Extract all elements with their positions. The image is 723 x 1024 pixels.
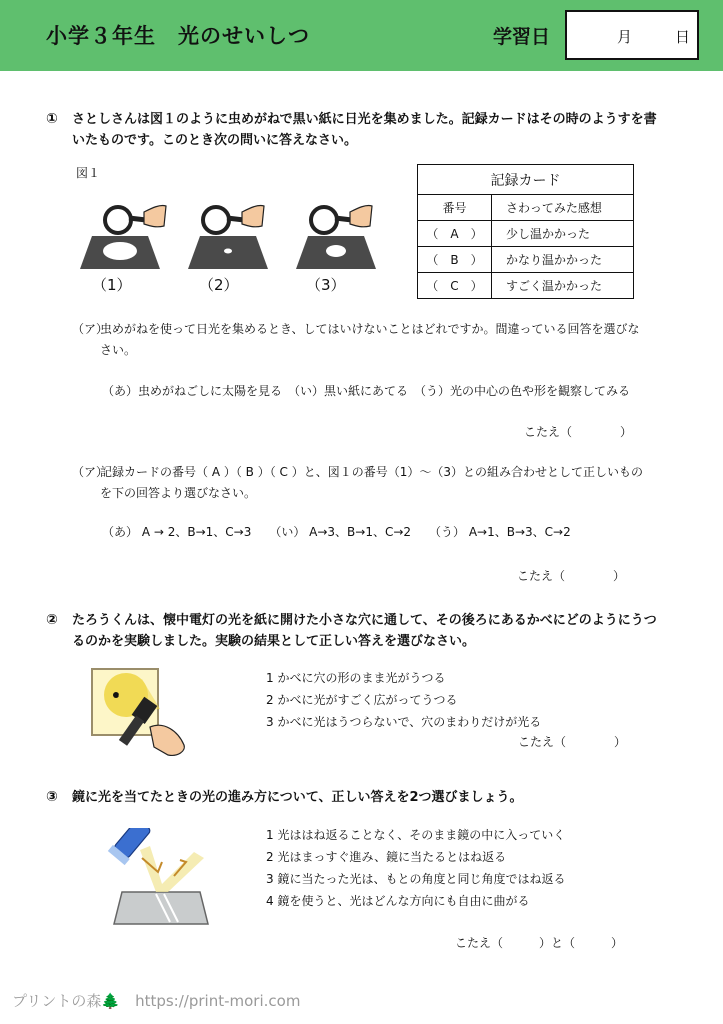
q2-question: たろうくんは、懐中電灯の光を紙に開けた小さな穴に通して、その後ろにあるかべにどのようにうつるのかを実験しました。実験の結果として正しい答えを選びなさい。 xyxy=(72,613,657,649)
month-label: 月 xyxy=(617,28,633,46)
q2-answer-field[interactable]: こたえ（ ） xyxy=(518,735,627,749)
q1-sub1-answer-field[interactable]: こたえ（ ） xyxy=(524,425,633,439)
flashlight-illustration xyxy=(88,665,198,760)
table-row xyxy=(418,273,634,299)
q1-sub1-label: （ア） xyxy=(72,322,109,336)
day-label: 日 xyxy=(675,28,691,46)
magnifier-illustration-3 xyxy=(296,205,376,269)
q1-sub1-options: （あ）虫めがねごしに太陽を見る （い）黒い紙にあてる （う）光の中心の色や形を観察してみる xyxy=(102,384,631,398)
study-date-box[interactable] xyxy=(565,10,699,60)
magnifier-figure xyxy=(66,196,386,276)
magnifier-illustration-1 xyxy=(80,205,166,269)
q3-option-1: 1 光ははね返ることなく、そのまま鏡の中に入っていく xyxy=(266,828,566,842)
q3-question: 鏡に光を当てたときの光の進み方について、正しい答えを2つ選びましょう。 xyxy=(72,790,523,805)
figure-label-3: （3） xyxy=(306,276,346,294)
table-row xyxy=(418,221,634,247)
q1-number: ① xyxy=(46,111,58,127)
record-card-table xyxy=(417,164,634,299)
row-id: （ B ） xyxy=(418,247,492,273)
table-header-number: 番号 xyxy=(418,195,492,221)
q2-option-3: 3 かべに光はうつらないで、穴のまわりだけが光る xyxy=(266,715,542,729)
q1-sub2-label: （ア） xyxy=(72,465,109,479)
q3-option-3: 3 鏡に当たった光は、もとの角度と同じ角度ではね返る xyxy=(266,872,566,886)
q1-sub1-question: 虫めがねを使って日光を集めるとき、してはいけないことはどれですか。間違っている回答を選びなさい。 xyxy=(100,322,640,357)
q2-option-1: 1 かべに穴の形のまま光がうつる xyxy=(266,671,446,685)
q1-sub2-question: 記録カードの番号（ A ）（ B ）（ C ）と、図１の番号（1）～（3）との組み合わせとして正しいものを下の回答より選びなさい。 xyxy=(100,465,643,500)
page-header xyxy=(0,0,723,71)
record-card-title: 記録カード xyxy=(418,165,634,195)
figure-label-1: （1） xyxy=(92,276,132,294)
q3-answer-field[interactable]: こたえ（ ）と（ ） xyxy=(455,936,624,950)
magnifier-illustration-2 xyxy=(188,205,268,269)
q1-question: さとしさんは図１のように虫めがねで黒い紙に日光を集めました。記録カードはその時のようすを書いたものです。このとき次の問いに答えなさい。 xyxy=(72,112,657,148)
mirror-illustration xyxy=(96,828,220,928)
study-date-label: 学習日 xyxy=(493,26,551,48)
figure-label-2: （2） xyxy=(199,276,239,294)
row-id: （ A ） xyxy=(418,221,492,247)
q1-sub2-options: （あ） A → 2、B→1、C→3 （い） A→3、B→1、C→2 （う） A→1、B→3、C→2 xyxy=(102,525,571,539)
table-row xyxy=(418,247,634,273)
q1-sub2-answer-field[interactable]: こたえ（ ） xyxy=(517,569,626,583)
q2-number: ② xyxy=(46,612,58,628)
q3-option-4: 4 鏡を使うと、光はどんな方向にも自由に曲がる xyxy=(266,894,530,908)
row-id: （ C ） xyxy=(418,273,492,299)
figure-1-title: 図１ xyxy=(76,166,101,180)
q3-option-2: 2 光はまっすぐ進み、鏡に当たるとはね返る xyxy=(266,850,507,864)
q3-number: ③ xyxy=(46,789,58,805)
row-text: かなり温かかった xyxy=(492,247,634,273)
site-footer[interactable]: プリントの森🌲 https://print-mori.com xyxy=(12,992,301,1010)
row-text: 少し温かかった xyxy=(492,221,634,247)
q2-option-2: 2 かべに光がすごく広がってうつる xyxy=(266,693,458,707)
page-title: 小学３年生 光のせいしつ xyxy=(46,24,310,48)
table-header-impression: さわってみた感想 xyxy=(492,195,634,221)
row-text: すごく温かかった xyxy=(492,273,634,299)
